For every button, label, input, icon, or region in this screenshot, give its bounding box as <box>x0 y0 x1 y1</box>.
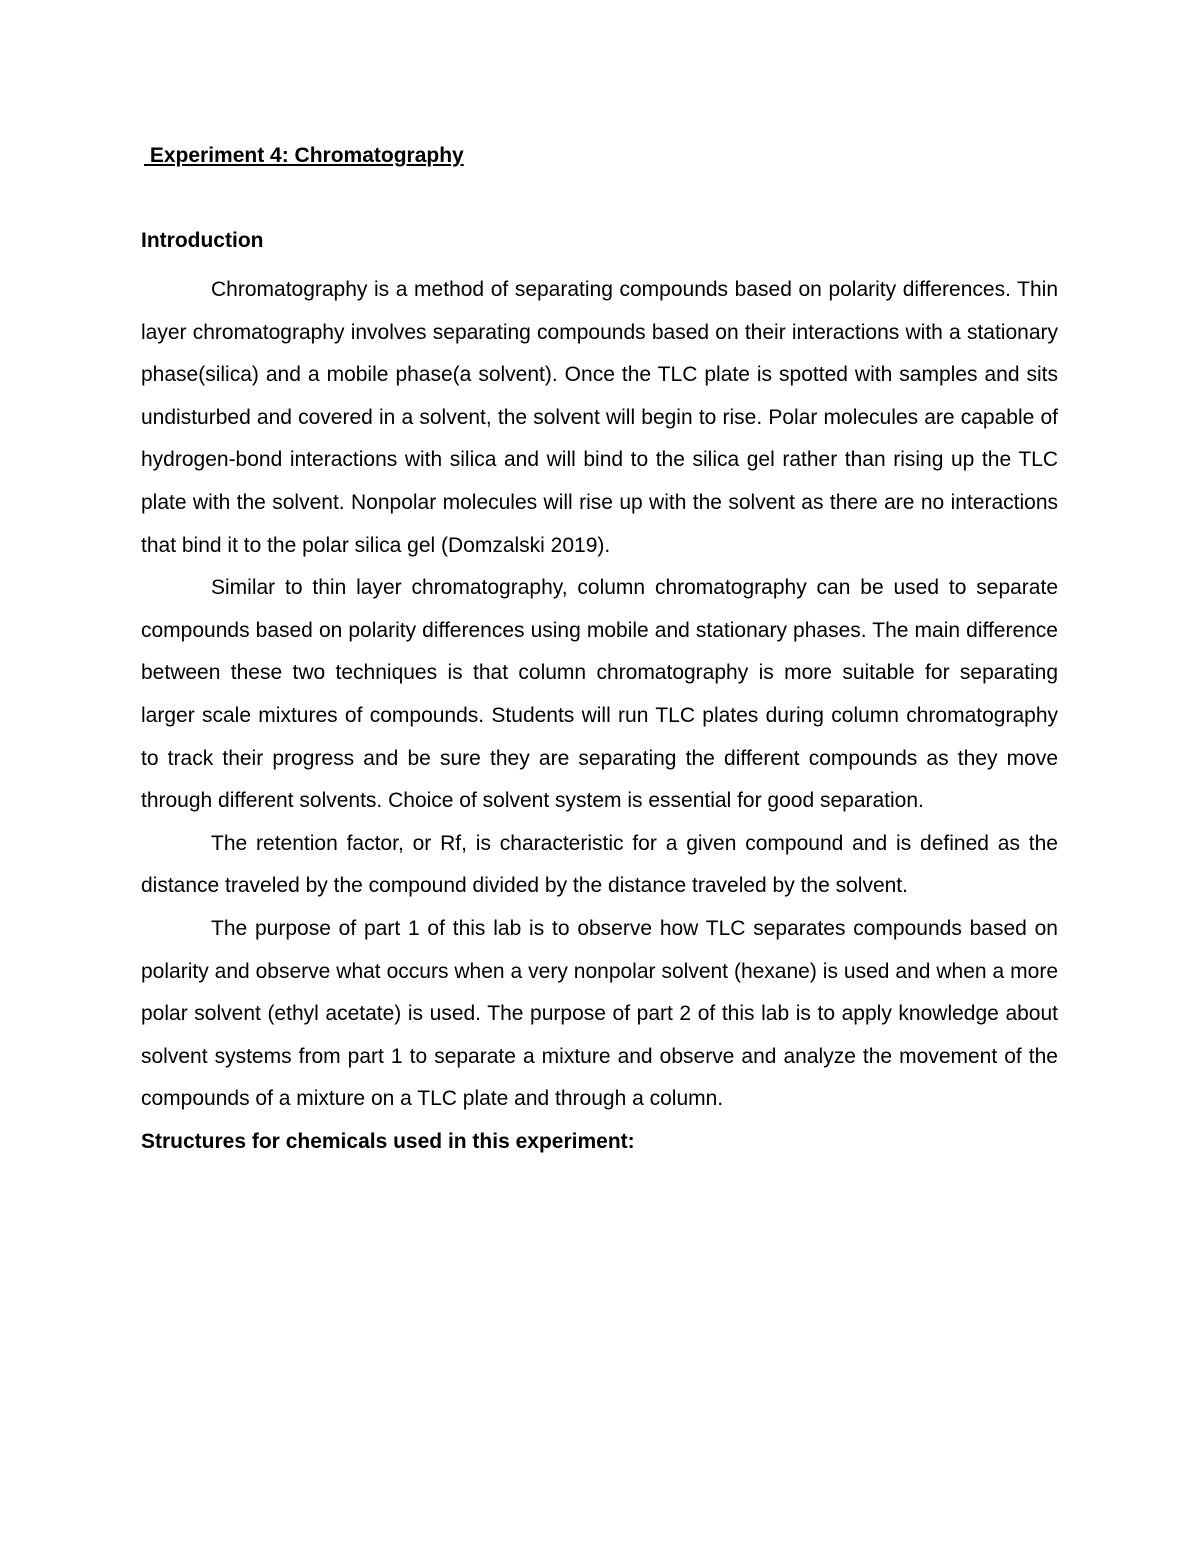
paragraph-retention-factor: The retention factor, or Rf, is characteristic for a given compound and is defined as the distance traveled by the compound divided by the distance traveled by the solvent. <box>141 831 1058 898</box>
document-title: Experiment 4: Chromatography <box>144 144 464 167</box>
structures-heading: Structures for chemicals used in this experiment: <box>141 1129 635 1153</box>
paragraph-column-chromatography: Similar to thin layer chromatography, column chromatography can be used to separate compounds based on polarity differences using mobile and stationary phases. The main difference between these two techniques is that column chromatography is more suitable for separating larger scale mixtures of compounds. Students will run TLC plates during column chromatography to track their progress and be sure they are separating the different compounds as they move through different solvents. Choice of solvent system is essential for good separation. <box>141 576 1058 813</box>
section-heading-introduction: Introduction <box>141 229 264 252</box>
document-body <box>141 141 1058 1163</box>
paragraph-chromatography-overview: Chromatography is a method of separating compounds based on polarity differences. Thin layer chromatography involves separating compounds based on their interactions with a stationary phase(silica) and a mobile phase(a solvent). Once the TLC plate is spotted with samples and sits undisturbed and covered in a solvent, the solvent will begin to rise. Polar molecules are capable of hydrogen-bond interactions with silica and will bind to the silica gel rather than rising up the TLC plate with the solvent. Nonpolar molecules will rise up with the solvent as there are no interactions that bind it to the polar silica gel (Domzalski 2019). <box>141 278 1058 557</box>
paragraph-purpose: The purpose of part 1 of this lab is to observe how TLC separates compounds based on polarity and observe what occurs when a very nonpolar solvent (hexane) is used and when a more polar solvent (ethyl acetate) is used. The purpose of part 2 of this lab is to apply knowledge about solvent systems from part 1 to separate a mixture and observe and analyze the movement of the compounds of a mixture on a TLC plate and through a column. <box>141 916 1058 1111</box>
